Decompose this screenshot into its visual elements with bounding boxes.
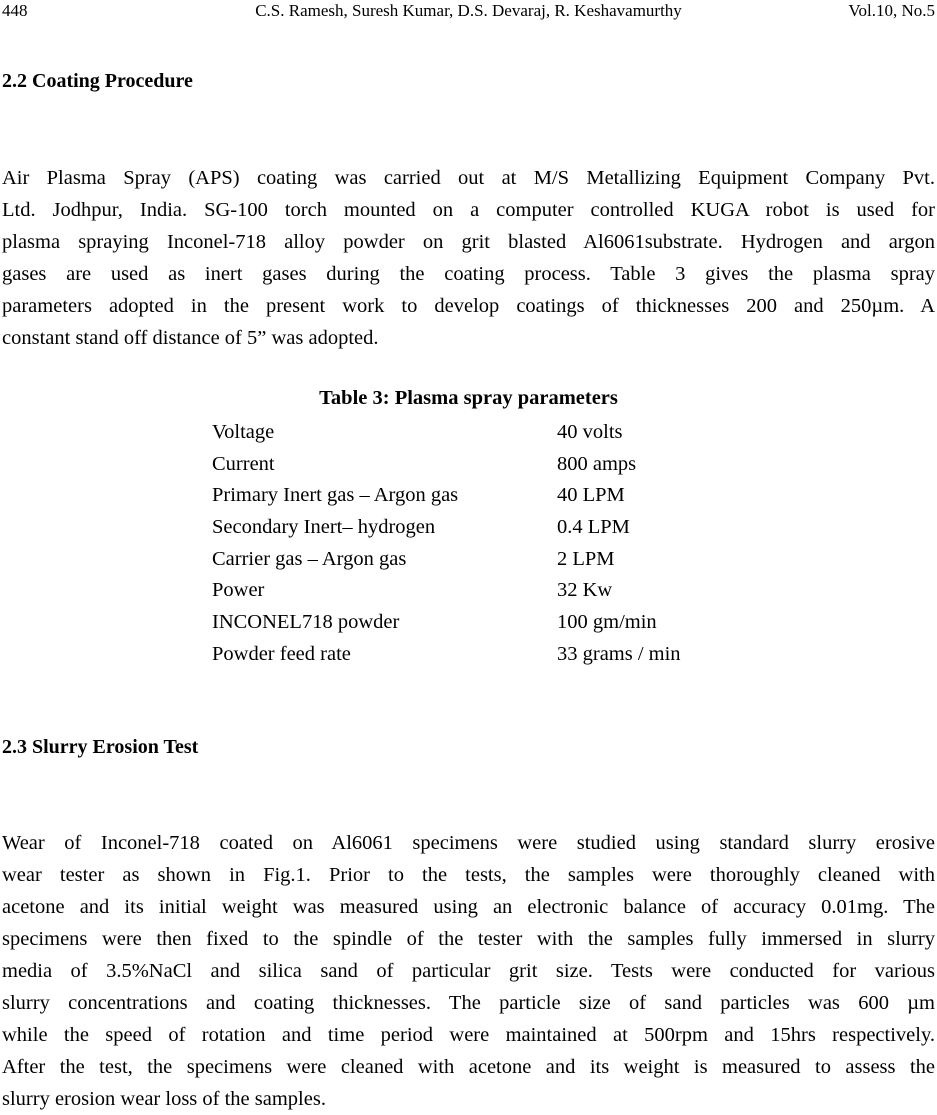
parameter-value: 40 LPM xyxy=(557,484,625,507)
text-line: media of 3.5%NaCl and silica sand of particular grit size. Tests were conducted for various xyxy=(2,960,935,982)
text-line: gases are used as inert gases during the coating process. Table 3 gives the plasma spray xyxy=(2,263,935,285)
parameter-value: 32 Kw xyxy=(557,579,613,602)
text-line: Ltd. Jodhpur, India. SG-100 torch mounted on a computer controlled KUGA robot is used for xyxy=(2,199,935,221)
text-line: Air Plasma Spray (APS) coating was carried out at M/S Metallizing Equipment Company Pvt. xyxy=(2,167,935,189)
table-title: Table 3: Plasma spray parameters xyxy=(319,387,618,409)
parameter-value: 33 grams / min xyxy=(557,642,681,665)
section-heading-coating: 2.2 Coating Procedure xyxy=(2,70,193,92)
table-row xyxy=(212,576,712,608)
table-row xyxy=(212,418,712,450)
parameter-value: 0.4 LPM xyxy=(557,516,630,539)
paragraph-coating xyxy=(2,162,935,354)
text-line: specimens were then fixed to the spindle of the tester with the samples fully immersed in slurry xyxy=(2,928,935,950)
parameter-name: Carrier gas – Argon gas xyxy=(212,547,407,570)
parameter-value: 2 LPM xyxy=(557,547,615,570)
text-line: constant stand off distance of 5” was adopted. xyxy=(2,327,379,349)
parameter-value: 40 volts xyxy=(557,421,623,443)
table-row xyxy=(212,481,712,513)
parameter-name: Secondary Inert– hydrogen xyxy=(212,516,436,539)
text-line: acetone and its initial weight was measured using an electronic balance of accuracy 0.01mg. The xyxy=(2,896,935,918)
parameter-name: Voltage xyxy=(212,421,275,443)
page-number: 448 xyxy=(2,1,28,20)
parameter-name: Current xyxy=(212,452,275,475)
running-header xyxy=(2,1,935,25)
text-line: Wear of Inconel-718 coated on Al6061 specimens were studied using standard slurry erosive xyxy=(2,832,935,854)
parameter-name: Primary Inert gas – Argon gas xyxy=(212,484,459,507)
parameter-value: 100 gm/min xyxy=(557,611,657,634)
authors: C.S. Ramesh, Suresh Kumar, D.S. Devaraj, R. Keshavamurthy xyxy=(255,1,682,20)
table-row xyxy=(212,450,712,482)
table-row xyxy=(212,640,712,672)
text-line: while the speed of rotation and time period were maintained at 500rpm and 15hrs respectively. xyxy=(2,1024,935,1046)
parameter-name: Powder feed rate xyxy=(212,642,351,665)
text-line: parameters adopted in the present work to develop coatings of thicknesses 200 and 250µm. A xyxy=(2,295,935,317)
parameter-name: INCONEL718 powder xyxy=(212,611,400,634)
table-row xyxy=(212,513,712,545)
text-line: plasma spraying Inconel-718 alloy powder on grit blasted Al6061substrate. Hydrogen and argon xyxy=(2,231,935,253)
text-line: slurry concentrations and coating thicknesses. The particle size of sand particles was 600 µm xyxy=(2,992,935,1014)
table-row xyxy=(212,545,712,577)
section-heading-slurry: 2.3 Slurry Erosion Test xyxy=(2,736,199,758)
table-row xyxy=(212,608,712,640)
parameter-name: Power xyxy=(212,579,265,602)
text-line: wear tester as shown in Fig.1. Prior to the tests, the samples were thoroughly cleaned with xyxy=(2,864,935,886)
volume: Vol.10, No.5 xyxy=(848,1,935,20)
parameters-table xyxy=(212,418,712,672)
paragraph-slurry xyxy=(2,827,935,1115)
parameter-value: 800 amps xyxy=(557,452,637,475)
text-line: slurry erosion wear loss of the samples. xyxy=(2,1088,326,1110)
text-line: After the test, the specimens were cleaned with acetone and its weight is measured to assess the xyxy=(2,1056,935,1078)
